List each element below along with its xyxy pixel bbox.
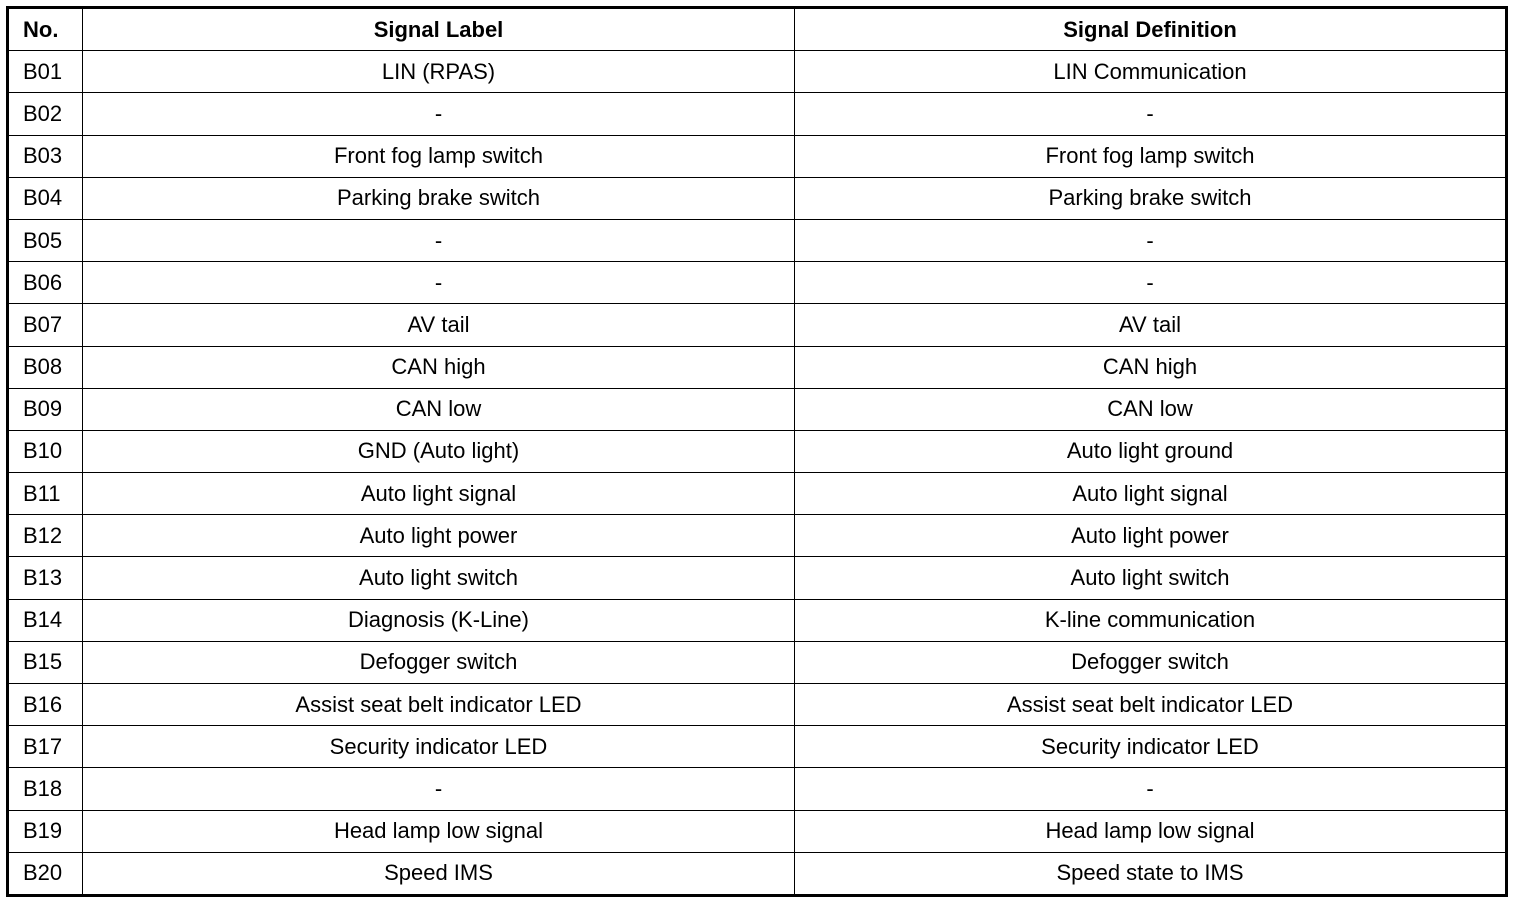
table-row: [8, 304, 1507, 346]
cell-no: B01: [8, 51, 83, 93]
cell-signal-label: -: [83, 262, 795, 304]
table-row: [8, 515, 1507, 557]
table-row: [8, 768, 1507, 810]
cell-signal-label: Auto light power: [83, 515, 795, 557]
cell-no: B14: [8, 599, 83, 641]
cell-no: B05: [8, 219, 83, 261]
cell-signal-label: Speed IMS: [83, 852, 795, 895]
cell-signal-definition: Auto light ground: [795, 430, 1507, 472]
cell-signal-label: Security indicator LED: [83, 726, 795, 768]
cell-signal-label: -: [83, 93, 795, 135]
table-header: [8, 8, 1507, 51]
signal-table: [6, 6, 1508, 897]
cell-no: B16: [8, 684, 83, 726]
cell-no: B04: [8, 177, 83, 219]
table-row: [8, 726, 1507, 768]
cell-signal-label: Front fog lamp switch: [83, 135, 795, 177]
table-row: [8, 557, 1507, 599]
table-row: [8, 93, 1507, 135]
cell-no: B12: [8, 515, 83, 557]
table-row: [8, 346, 1507, 388]
table-row: [8, 684, 1507, 726]
table-row: [8, 219, 1507, 261]
cell-signal-definition: LIN Communication: [795, 51, 1507, 93]
header-signal-label: Signal Label: [83, 8, 795, 51]
cell-no: B02: [8, 93, 83, 135]
cell-signal-definition: -: [795, 219, 1507, 261]
cell-signal-label: GND (Auto light): [83, 430, 795, 472]
cell-signal-definition: Auto light switch: [795, 557, 1507, 599]
table-row: [8, 599, 1507, 641]
cell-signal-definition: CAN high: [795, 346, 1507, 388]
cell-signal-label: -: [83, 219, 795, 261]
cell-no: B15: [8, 641, 83, 683]
cell-no: B06: [8, 262, 83, 304]
cell-no: B19: [8, 810, 83, 852]
cell-signal-label: -: [83, 768, 795, 810]
cell-signal-definition: Head lamp low signal: [795, 810, 1507, 852]
cell-signal-label: Auto light switch: [83, 557, 795, 599]
cell-signal-label: Parking brake switch: [83, 177, 795, 219]
cell-signal-label: LIN (RPAS): [83, 51, 795, 93]
cell-signal-label: Defogger switch: [83, 641, 795, 683]
cell-signal-definition: Front fog lamp switch: [795, 135, 1507, 177]
cell-signal-definition: -: [795, 768, 1507, 810]
table-row: [8, 51, 1507, 93]
cell-signal-label: Assist seat belt indicator LED: [83, 684, 795, 726]
cell-no: B17: [8, 726, 83, 768]
table-row: [8, 852, 1507, 895]
cell-signal-label: Diagnosis (K-Line): [83, 599, 795, 641]
table-row: [8, 135, 1507, 177]
table-row: [8, 430, 1507, 472]
table-row: [8, 473, 1507, 515]
table-body: [8, 51, 1507, 896]
header-row: [8, 8, 1507, 51]
cell-no: B13: [8, 557, 83, 599]
cell-signal-definition: -: [795, 262, 1507, 304]
cell-signal-label: Head lamp low signal: [83, 810, 795, 852]
cell-no: B08: [8, 346, 83, 388]
cell-signal-definition: -: [795, 93, 1507, 135]
table-row: [8, 641, 1507, 683]
table-row: [8, 177, 1507, 219]
cell-no: B11: [8, 473, 83, 515]
cell-no: B18: [8, 768, 83, 810]
cell-signal-definition: Speed state to IMS: [795, 852, 1507, 895]
cell-signal-definition: Defogger switch: [795, 641, 1507, 683]
cell-signal-definition: Auto light power: [795, 515, 1507, 557]
cell-no: B20: [8, 852, 83, 895]
cell-signal-label: CAN low: [83, 388, 795, 430]
cell-signal-label: AV tail: [83, 304, 795, 346]
header-signal-definition: Signal Definition: [795, 8, 1507, 51]
cell-signal-label: CAN high: [83, 346, 795, 388]
cell-signal-definition: Auto light signal: [795, 473, 1507, 515]
cell-no: B10: [8, 430, 83, 472]
cell-signal-definition: AV tail: [795, 304, 1507, 346]
cell-no: B03: [8, 135, 83, 177]
cell-no: B09: [8, 388, 83, 430]
cell-signal-definition: CAN low: [795, 388, 1507, 430]
cell-no: B07: [8, 304, 83, 346]
cell-signal-label: Auto light signal: [83, 473, 795, 515]
cell-signal-definition: K-line communication: [795, 599, 1507, 641]
header-no: No.: [8, 8, 83, 51]
table-row: [8, 262, 1507, 304]
cell-signal-definition: Assist seat belt indicator LED: [795, 684, 1507, 726]
table-row: [8, 810, 1507, 852]
cell-signal-definition: Parking brake switch: [795, 177, 1507, 219]
table-row: [8, 388, 1507, 430]
cell-signal-definition: Security indicator LED: [795, 726, 1507, 768]
